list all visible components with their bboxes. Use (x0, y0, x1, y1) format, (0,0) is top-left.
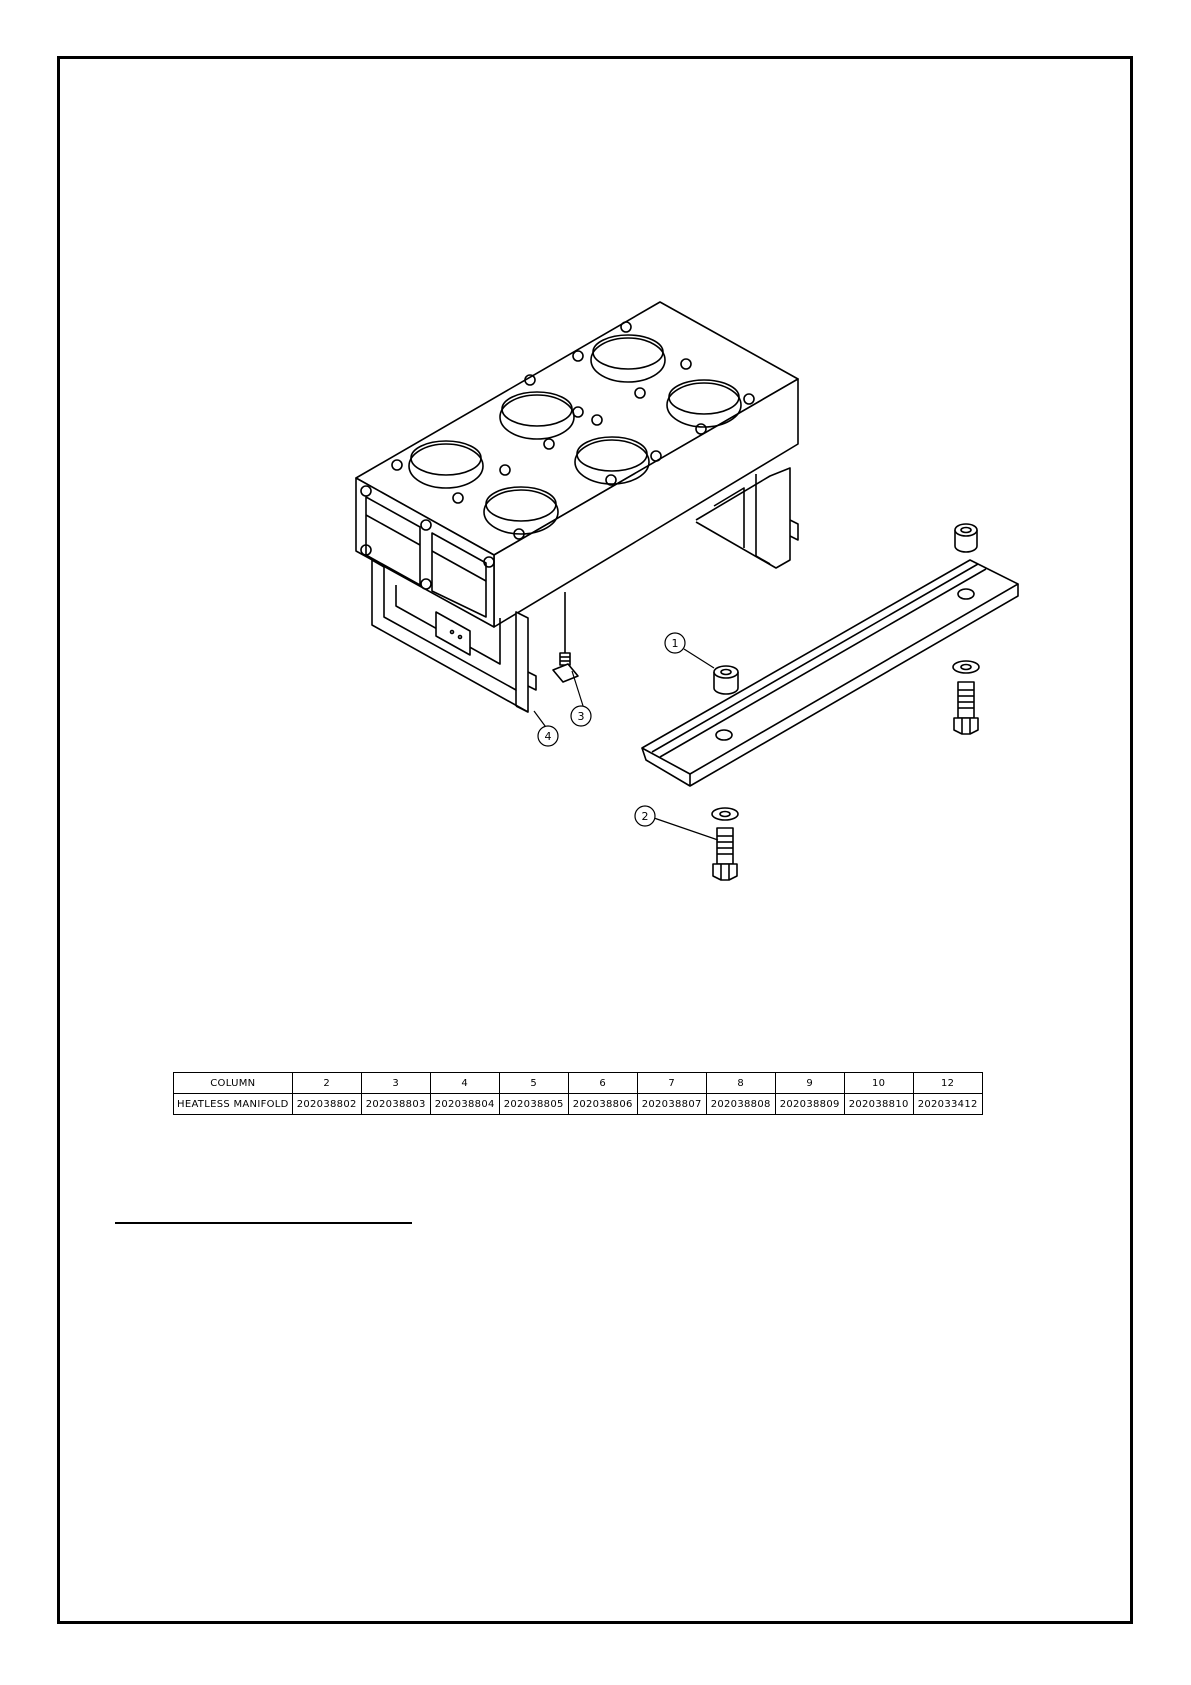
table-row (174, 1094, 983, 1115)
part-number-cell: 202038807 (637, 1094, 706, 1115)
section-rule (115, 1222, 412, 1224)
svg-text:1: 1 (671, 637, 679, 650)
row-header-manifold: HEATLESS MANIFOLD (174, 1094, 293, 1115)
part-number-cell: 202038803 (361, 1094, 430, 1115)
part-number-cell: 202038805 (499, 1094, 568, 1115)
part-number-cell: 202038804 (430, 1094, 499, 1115)
callout-1 (665, 633, 685, 653)
part-number-cell: 202038806 (568, 1094, 637, 1115)
column-size-cell: 2 (292, 1073, 361, 1094)
part-number-cell: 202038802 (292, 1094, 361, 1115)
column-size-cell: 3 (361, 1073, 430, 1094)
column-size-cell: 12 (913, 1073, 982, 1094)
column-size-cell: 6 (568, 1073, 637, 1094)
svg-text:2: 2 (641, 810, 649, 823)
column-size-cell: 10 (844, 1073, 913, 1094)
table-row (174, 1073, 983, 1094)
svg-text:3: 3 (577, 710, 585, 723)
callout-2 (635, 806, 655, 826)
callout-3 (571, 706, 591, 726)
column-size-cell: 8 (706, 1073, 775, 1094)
svg-text:4: 4 (544, 730, 552, 743)
part-number-cell: 202033412 (913, 1094, 982, 1115)
manifold-block (356, 302, 798, 627)
column-size-cell: 7 (637, 1073, 706, 1094)
row-header-column: COLUMN (174, 1073, 293, 1094)
column-size-cell: 5 (499, 1073, 568, 1094)
column-size-cell: 4 (430, 1073, 499, 1094)
bolt-bottom (712, 808, 738, 880)
part-number-cell: 202038808 (706, 1094, 775, 1115)
column-size-cell: 9 (775, 1073, 844, 1094)
part-number-table (173, 1072, 983, 1115)
bolt-right (953, 661, 979, 734)
part-number-cell: 202038809 (775, 1094, 844, 1115)
callout-4 (538, 726, 558, 746)
part-number-cell: 202038810 (844, 1094, 913, 1115)
